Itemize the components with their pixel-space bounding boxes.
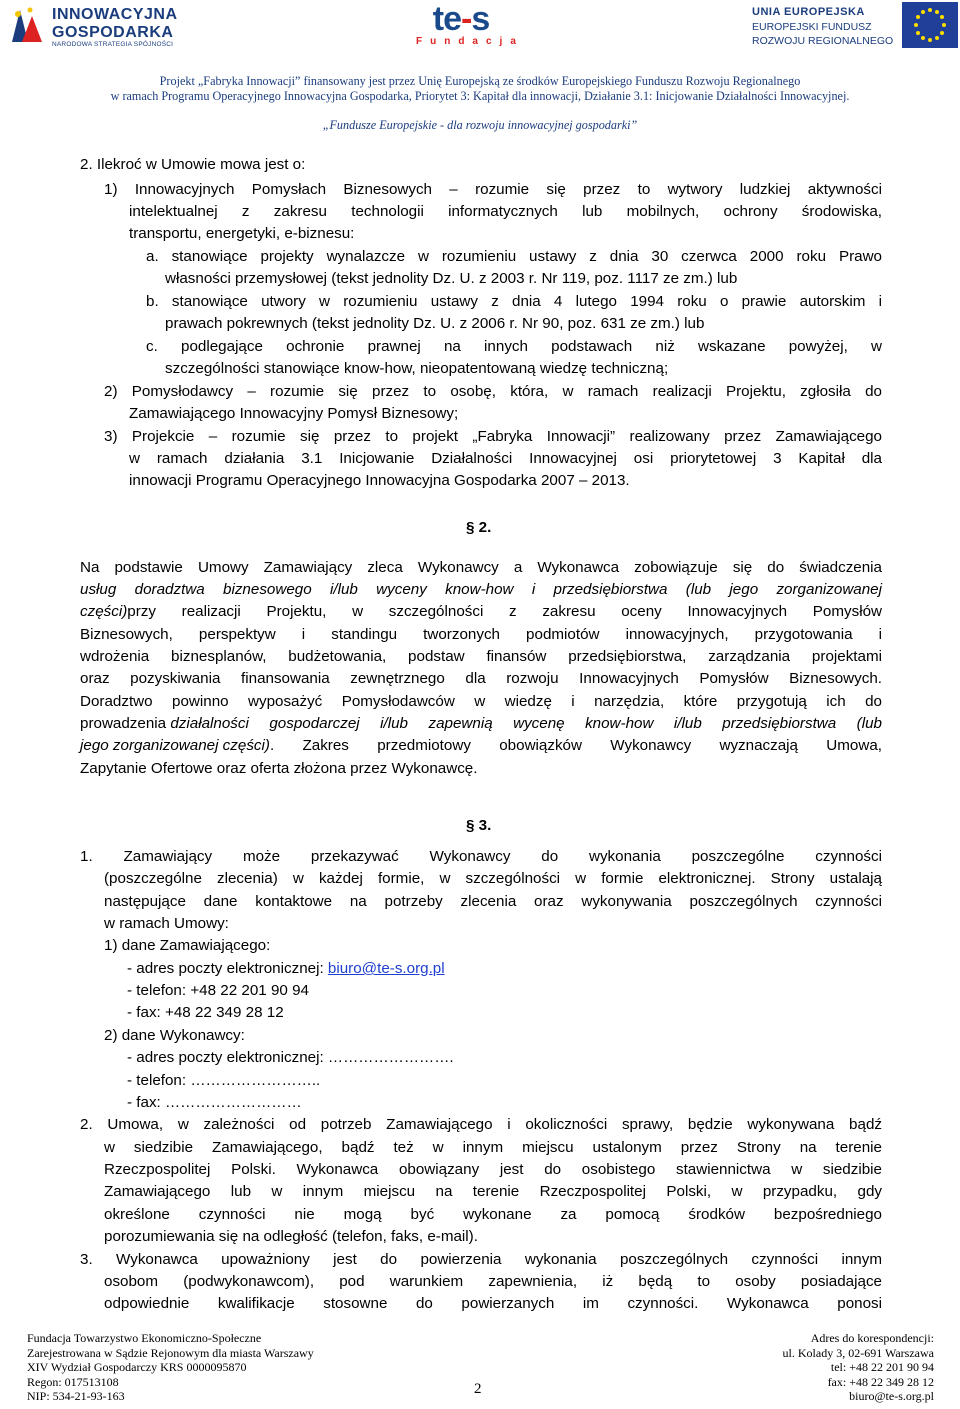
sec2-line9-italic: jego zorganizowanej części) [80, 737, 270, 754]
section-2-heading: § 2. [466, 519, 492, 536]
logo-tes-subtitle: Fundacja [416, 36, 524, 47]
footer-org-name: Fundacja Towarzystwo Ekonomiczno-Społeczne [27, 1331, 262, 1345]
sec2-line6: oraz pozyskiwania finansowania zewnętrznego dla rozwoju Innowacyjnych Pomysłów Biznesowych. [80, 670, 882, 687]
contact-employer-phone: - telefon: +48 22 201 90 94 [127, 982, 309, 999]
footer-address-label: Adres do korespondencji: [810, 1331, 934, 1345]
sec3-p1-line1: 1. Zamawiający może przekazywać Wykonawcy do wykonania poszczególne czynności [80, 848, 882, 865]
sec3-p1-line4: w ramach Umowy: [104, 915, 229, 932]
logo-left-line2: GOSPODARKA [52, 24, 174, 41]
definitions-intro: 2. Ilekroć w Umowie mowa jest o: [80, 156, 306, 173]
sec2-line9-rest: . Zakres przedmiotowy obowiązków Wykonawcy wyznaczają Umowa, [269, 737, 882, 754]
sec2-line5: wdrożenia biznesplanów, budżetowania, podstaw finansów przedsiębiorstwa, zarządzania projektami [80, 648, 882, 665]
definition-2-line2: Zamawiającego Innowacyjny Pomysł Biznesowy; [129, 405, 459, 422]
definition-1-line2: intelektualnej z zakresu technologii informatycznych lub mobilnych, ochrony środowiska, [129, 203, 882, 220]
footer-krs: XIV Wydział Gospodarczy KRS 0000095870 [27, 1360, 247, 1374]
logo-tes-te: te [432, 0, 461, 38]
contact-employer-email-row [127, 959, 445, 979]
sec3-p2-line3: Rzeczpospolitej Polski. Wykonawca obowiązany jest do osobistego stawiennictwa w siedzibie [104, 1161, 882, 1178]
logo-right-line3: ROZWOJU REGIONALNEGO [752, 35, 894, 47]
sec3-p2-line2: w siedzibie Zamawiającego, bądź też w innym miejscu ustalonym przez Strony na terenie [104, 1139, 882, 1156]
footer-left [27, 1331, 314, 1404]
logo-left-line3: NARODOWA STRATEGIA SPÓJNOŚCI [52, 41, 174, 48]
contact-contractor-heading: 2) dane Wykonawcy: [104, 1027, 245, 1044]
sec2-line8-italic: działalności gospodarczej i/lub zapewnią wycenę know-how i/lub przedsiębiorstwa (lub [170, 715, 882, 732]
sec2-line4: Biznesowych, perspektyw i standingu tworzonych podmiotów innowacyjnych, przygotowania i [80, 626, 882, 643]
eu-logo [752, 2, 957, 52]
tes-foundation-logo [416, 0, 524, 52]
sec2-line8 [80, 714, 882, 734]
sec3-p1-line3: następujące dane kontaktowe na potrzeby zlecenia oraz wykonywania poszczególnych czynności [104, 893, 882, 910]
sec3-p2-line1: 2. Umowa, w zależności od potrzeb Zamawiającego i okoliczności sprawy, będzie wykonywana bądź [80, 1116, 882, 1133]
sec3-p2-line4: Zamawiającego lub w innym miejscu na terenie Rzeczpospolitej Polski, w przypadku, gdy [104, 1183, 882, 1200]
contact-employer-email-label: - adres poczty elektronicznej: [127, 960, 328, 977]
sec2-line3 [80, 602, 882, 622]
contact-employer-fax: - fax: +48 22 349 28 12 [127, 1004, 284, 1021]
definition-3-line2: w ramach działania 3.1 Inicjowanie Działalności Innowacyjnej osi priorytetowej 3 Kapitał dla [129, 450, 882, 467]
sec3-p1-line2: (poszczególne zlecenia) w każdej formie, w szczególności w formie elektronicznej. Strony ustalają [104, 870, 882, 887]
sec2-line10: Zapytanie Ofertowe oraz oferta złożona przez Wykonawcę. [80, 760, 478, 777]
item-c-line1: c. podlegające ochronie prawnej na innych podstawach niż wskazane powyżej, w [146, 338, 882, 355]
eu-flag-icon [902, 2, 958, 48]
logo-left-line1: INNOWACYJNA [52, 6, 178, 23]
footer-registration: Zarejestrowana w Sądzie Rejonowym dla miasta Warszawy [27, 1345, 314, 1360]
logo-tes-dash: - [460, 0, 472, 38]
innowacyjna-gospodarka-logo [6, 2, 236, 48]
sec3-p3-line2: osobom (podwykonawcom), pod warunkiem zapewnienia, iż będą to osoby posiadające [104, 1273, 882, 1290]
item-b-line1: b. stanowiące utwory w rozumieniu ustawy z dnia 4 lutego 1994 roku o prawie autorskim i [146, 293, 882, 310]
definition-1-line1: 1) Innowacyjnych Pomysłach Biznesowych – rozumie się przez to wytwory ludzkiej aktywności [104, 181, 882, 198]
footer-phone: tel: +48 22 201 90 94 [830, 1360, 934, 1374]
footer-nip: NIP: 534-21-93-163 [27, 1389, 125, 1403]
logo-right-line2: EUROPEJSKI FUNDUSZ [752, 21, 872, 33]
contact-employer-email-link[interactable]: biuro@te-s.org.pl [327, 960, 445, 977]
item-a-line1: a. stanowiące projekty wynalazcze w rozumieniu ustawy z dnia 30 czerwca 2000 roku Prawo [146, 248, 882, 265]
sec3-p3-line3: odpowiednie kwalifikacje stosowne do powierzanych im czynności. Wykonawca ponosi [104, 1295, 882, 1312]
definition-1-line3: transportu, energetyki, e-biznesu: [129, 225, 355, 242]
logo-tes-s: s [471, 0, 490, 38]
item-a-line2: własności przemysłowej (tekst jednolity Dz. U. z 2003 r. Nr 119, poz. 1117 ze zm.) lub [165, 270, 738, 287]
section-3-heading: § 3. [466, 817, 492, 834]
contact-contractor-fax: - fax: ……………………… [127, 1094, 302, 1111]
sec2-line1: Na podstawie Umowy Zamawiający zleca Wykonawcy a Wykonawca zobowiązuje się do świadczenia [80, 559, 882, 576]
definition-3-line1: 3) Projekcie – rozumie się przez to projekt „Fabryka Innowacji” realizowany przez Zamawiającego [104, 428, 882, 445]
sec2-line7: Doradztwo powinno wyposażyć Pomysłodawców w wiedzę i narzędzia, które przygotują ich do [80, 693, 882, 710]
footer-fax: fax: +48 22 349 28 12 [827, 1374, 934, 1389]
item-c-line2: szczególności stanowiące know-how, nieopatentowaną wiedzę techniczną; [165, 360, 669, 377]
contact-contractor-phone: - telefon: …………………….. [127, 1072, 321, 1089]
definition-2-line1: 2) Pomysłodawcy – rozumie się przez to osobę, która, w ramach realizacji Projektu, zgłosiła do [104, 383, 882, 400]
footer-regon: Regon: 017513108 [27, 1374, 119, 1389]
definition-3-line3: innowacji Programu Operacyjnego Innowacyjna Gospodarka 2007 – 2013. [129, 472, 630, 489]
sec2-line9 [80, 736, 882, 756]
project-slogan: „Fundusze Europejskie - dla rozwoju innowacyjnej gospodarki” [322, 118, 638, 132]
contact-contractor-email: - adres poczty elektronicznej: ……………………. [127, 1049, 454, 1066]
contact-employer-heading: 1) dane Zamawiającego: [104, 937, 271, 954]
project-info-line1: Projekt „Fabryka Innowacji” finansowany jest przez Unię Europejską ze środków Europejskiego Funduszu Rozwoju Regionalnego [159, 74, 801, 88]
item-b-line2: prawach pokrewnych (tekst jednolity Dz. U. z 2006 r. Nr 90, poz. 631 ze zm.) lub [165, 315, 705, 332]
project-info-line2: w ramach Programu Operacyjnego Innowacyjna Gospodarka, Priorytet 3: Kapitał dla innowacji, Działanie 3.1: Inicjowanie Działalności Innowacyjnej. [110, 89, 850, 103]
sec3-p2-line5: określone czynności nie mogą być wykonane za pomocą środków bezpośredniego [104, 1206, 882, 1223]
sec2-line8-plain: prowadzenia [80, 715, 167, 732]
sec2-line3-rest: przy realizacji Projektu, w szczególności z zakresu oceny Innowacyjnych Pomysłów [127, 603, 882, 620]
footer-right [783, 1331, 934, 1404]
footer-email: biuro@te-s.org.pl [849, 1389, 934, 1403]
logo-right-line1: UNIA EUROPEJSKA [752, 6, 865, 18]
page-number: 2 [474, 1381, 482, 1397]
sec2-line3-italic: części) [80, 603, 128, 620]
sec3-p2-line6: porozumiewania się na odległość (telefon, faks, e-mail). [104, 1228, 478, 1245]
sec2-line2: usług doradztwa biznesowego i/lub wyceny know-how i przedsiębiorstwa (lub jego zorganizowanej [80, 581, 882, 598]
sec3-p3-line1: 3. Wykonawca upoważniony jest do powierzenia wykonania poszczególnych czynności innym [80, 1251, 882, 1268]
footer-address: ul. Kolady 3, 02-691 Warszawa [782, 1345, 934, 1360]
stars-flag-icon [6, 2, 46, 48]
